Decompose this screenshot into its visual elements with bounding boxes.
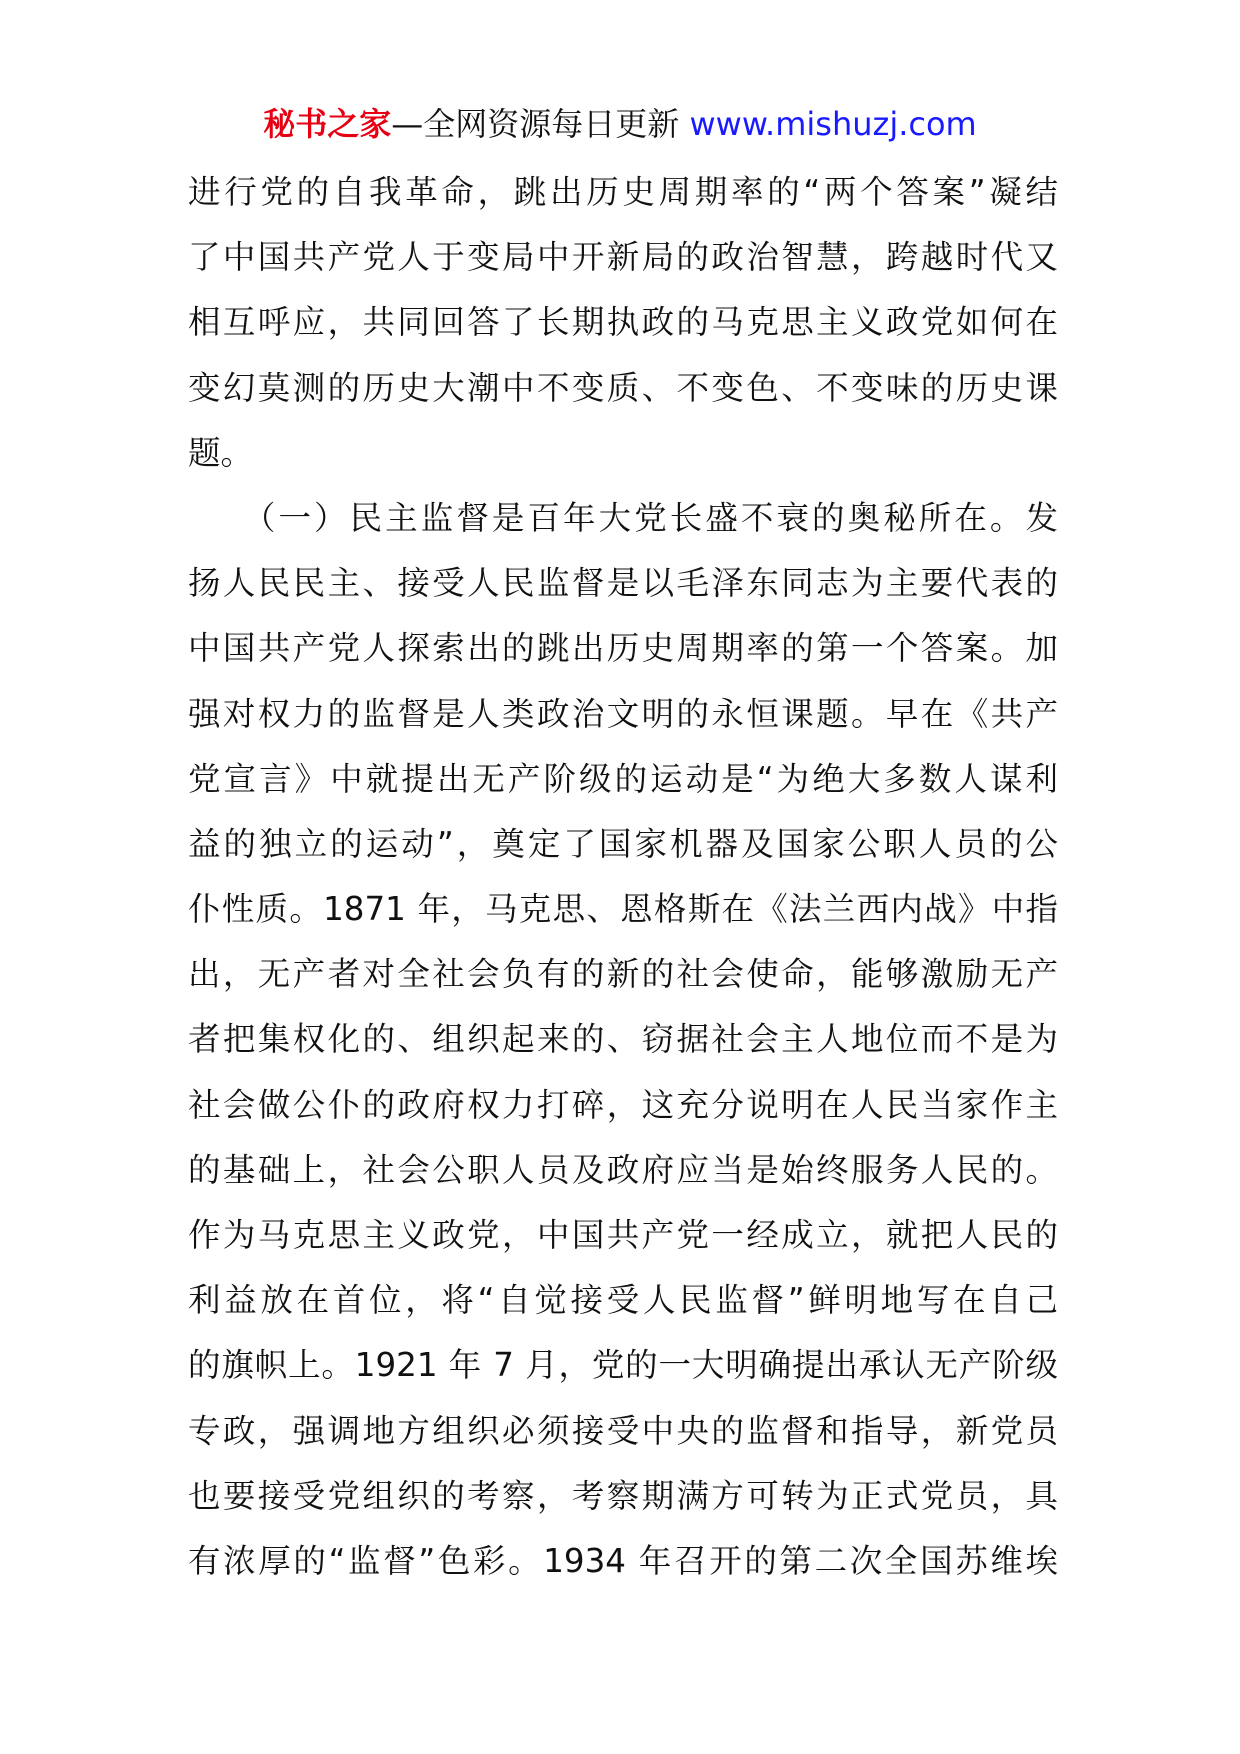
header-slogan: —全网资源每日更新	[391, 105, 690, 143]
text-line: 中国共产党人探索出的跳出历史周期率的第一个答案。加	[188, 629, 1058, 668]
text-line: 有浓厚的“监督”色彩。1934 年召开的第二次全国苏维埃	[188, 1541, 1058, 1580]
text-line: 专政，强调地方组织必须接受中央的监督和指导，新党员	[188, 1411, 1058, 1450]
text-line: 利益放在首位，将“自觉接受人民监督”鲜明地写在自己	[188, 1281, 1058, 1320]
text-line: 进行党的自我革命，跳出历史周期率的“两个答案”凝结	[188, 173, 1058, 211]
text-line: 党宣言》中就提出无产阶级的运动是“为绝大多数人谋利	[188, 759, 1058, 798]
paragraph-start-line: （一）民主监督是百年大党长盛不衰的奥秘所在。发	[188, 498, 1058, 537]
text-line: 作为马克思主义政党，中国共产党一经成立，就把人民的	[188, 1216, 1058, 1254]
text-line: 的旗帜上。1921 年 7 月，党的一大明确提出承认无产阶级	[188, 1346, 1058, 1385]
text-line: 出，无产者对全社会负有的新的社会使命，能够激励无产	[188, 955, 1058, 994]
text-line: 益的独立的运动”，奠定了国家机器及国家公职人员的公	[188, 824, 1058, 863]
document-body	[188, 160, 1058, 1594]
text-line: 变幻莫测的历史大潮中不变质、不变色、不变味的历史课	[188, 368, 1058, 407]
text-line: 也要接受党组织的考察，考察期满方可转为正式党员，具	[188, 1476, 1058, 1515]
text-line: 相互呼应，共同回答了长期执政的马克思主义政党如何在	[188, 303, 1058, 342]
text-line: 社会做公仆的政府权力打碎，这充分说明在人民当家作主	[188, 1085, 1058, 1124]
brand-name: 秘书之家	[263, 105, 392, 143]
site-header	[0, 104, 1240, 144]
text-line: 者把集权化的、组织起来的、窃据社会主人地位而不是为	[188, 1020, 1058, 1059]
text-line: 强对权力的监督是人类政治文明的永恒课题。早在《共产	[188, 694, 1058, 733]
text-line: 的基础上，社会公职人员及政府应当是始终服务人民的。	[188, 1150, 1058, 1189]
text-line: 了中国共产党人于变局中开新局的政治智慧，跨越时代又	[188, 238, 1058, 277]
site-url-link[interactable]: www.mishuzj.com	[689, 105, 977, 143]
text-line: 仆性质。1871 年，马克思、恩格斯在《法兰西内战》中指	[188, 890, 1058, 929]
text-line: 题。	[188, 433, 254, 472]
text-line: 扬人民民主、接受人民监督是以毛泽东同志为主要代表的	[188, 564, 1058, 603]
